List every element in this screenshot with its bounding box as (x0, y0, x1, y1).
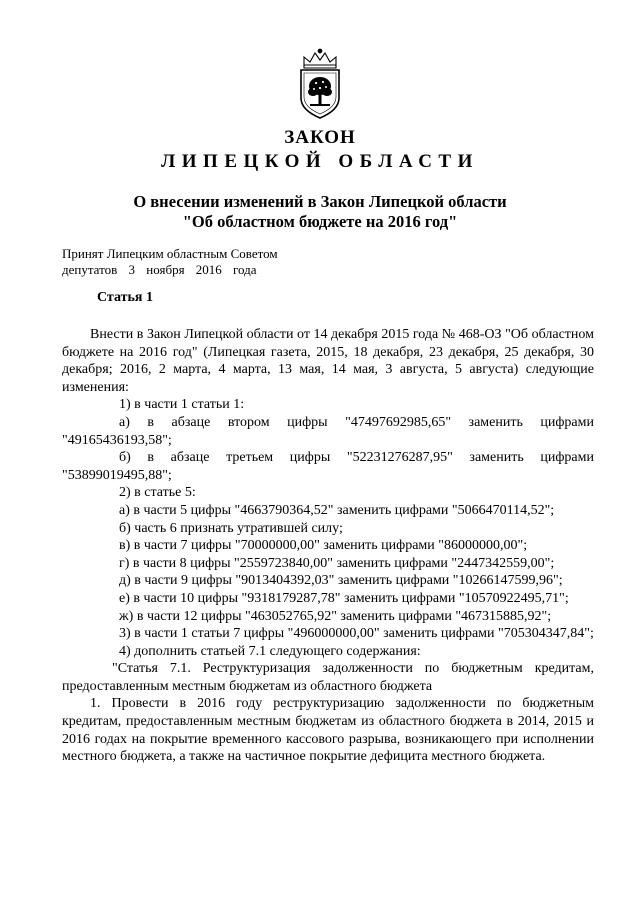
article-body (62, 326, 594, 766)
article-7-1-part-1: 1. Провести в 2016 году реструктуризацию задолженности по бюджетным кредитам, предоставленным местным бюджетам из областного бюджета в 2014, 2015 и 2016 годах на покрытие временного кассового разрыва, возникающего при исполнении местного бюджета, а также на частичное покрытие дефицита местного бюджета. (62, 696, 594, 765)
law-title: ЗАКОН (284, 127, 356, 148)
item-1a: а) в абзаце втором цифры "47497692985,65" заменить цифрами "49165436193,58"; (62, 414, 594, 448)
adoption-line1: Принят Липецким областным Советом (62, 246, 278, 261)
item-2e: е) в части 10 цифры "9318179287,78" заменить цифрами "10570922495,71"; (119, 590, 569, 606)
law-subject-line1: О внесении изменений в Закон Липецкой области (133, 192, 507, 211)
item-2g: г) в части 8 цифры "2559723840,00" заменить цифрами "2447342559,00"; (119, 555, 555, 571)
paragraph-intro: Внести в Закон Липецкой области от 14 декабря 2015 года № 468-ОЗ "Об областном бюджете на 2016 год" (Липецкая газета, 2015, 18 декабря, 23 декабря, 25 декабря, 30 декабря; 2016, 2 марта, 4 марта, 13 мая, 14 мая, 3 августа, 5 августа) следующие изменения: (62, 327, 594, 395)
law-subject (0, 192, 640, 232)
law-region: ЛИПЕЦКОЙ ОБЛАСТИ (161, 151, 479, 172)
item-2zh: ж) в части 12 цифры "463052765,92" заменить цифрами "467315885,92"; (119, 608, 552, 624)
adoption-line2: депутатов 3 ноября 2016 года (62, 262, 257, 277)
item-1b: б) в абзаце третьем цифры "52231276287,95" заменить цифрами "53899019495,88"; (62, 450, 594, 483)
item-2: 2) в статье 5: (119, 485, 196, 501)
item-2a: а) в части 5 цифры "4663790364,52" заменить цифрами "5066470114,52"; (119, 502, 555, 518)
article-heading: Статья 1 (97, 290, 153, 305)
item-1: 1) в части 1 статьи 1: (119, 397, 245, 413)
item-3: 3) в части 1 статьи 7 цифры "496000000,00" заменить цифрами "705304347,84"; (119, 626, 594, 642)
item-2b: б) часть 6 признать утратившей силу; (119, 520, 343, 536)
adoption-note (62, 246, 278, 278)
item-2d: д) в части 9 цифры "9013404392,03" заменить цифрами "10266147599,96"; (119, 573, 563, 589)
item-2v: в) в части 7 цифры "70000000,00" заменить цифрами "86000000,00"; (119, 538, 528, 554)
item-4: 4) дополнить статьей 7.1 следующего содержания: (119, 643, 421, 659)
article-7-1-heading: "Статья 7.1. Реструктуризация задолженности по бюджетным кредитам, предоставленным местным бюджетам из областного бюджета (62, 661, 594, 694)
law-subject-line2: "Об областном бюджете на 2016 год" (182, 212, 458, 231)
coat-of-arms-icon (295, 48, 345, 120)
